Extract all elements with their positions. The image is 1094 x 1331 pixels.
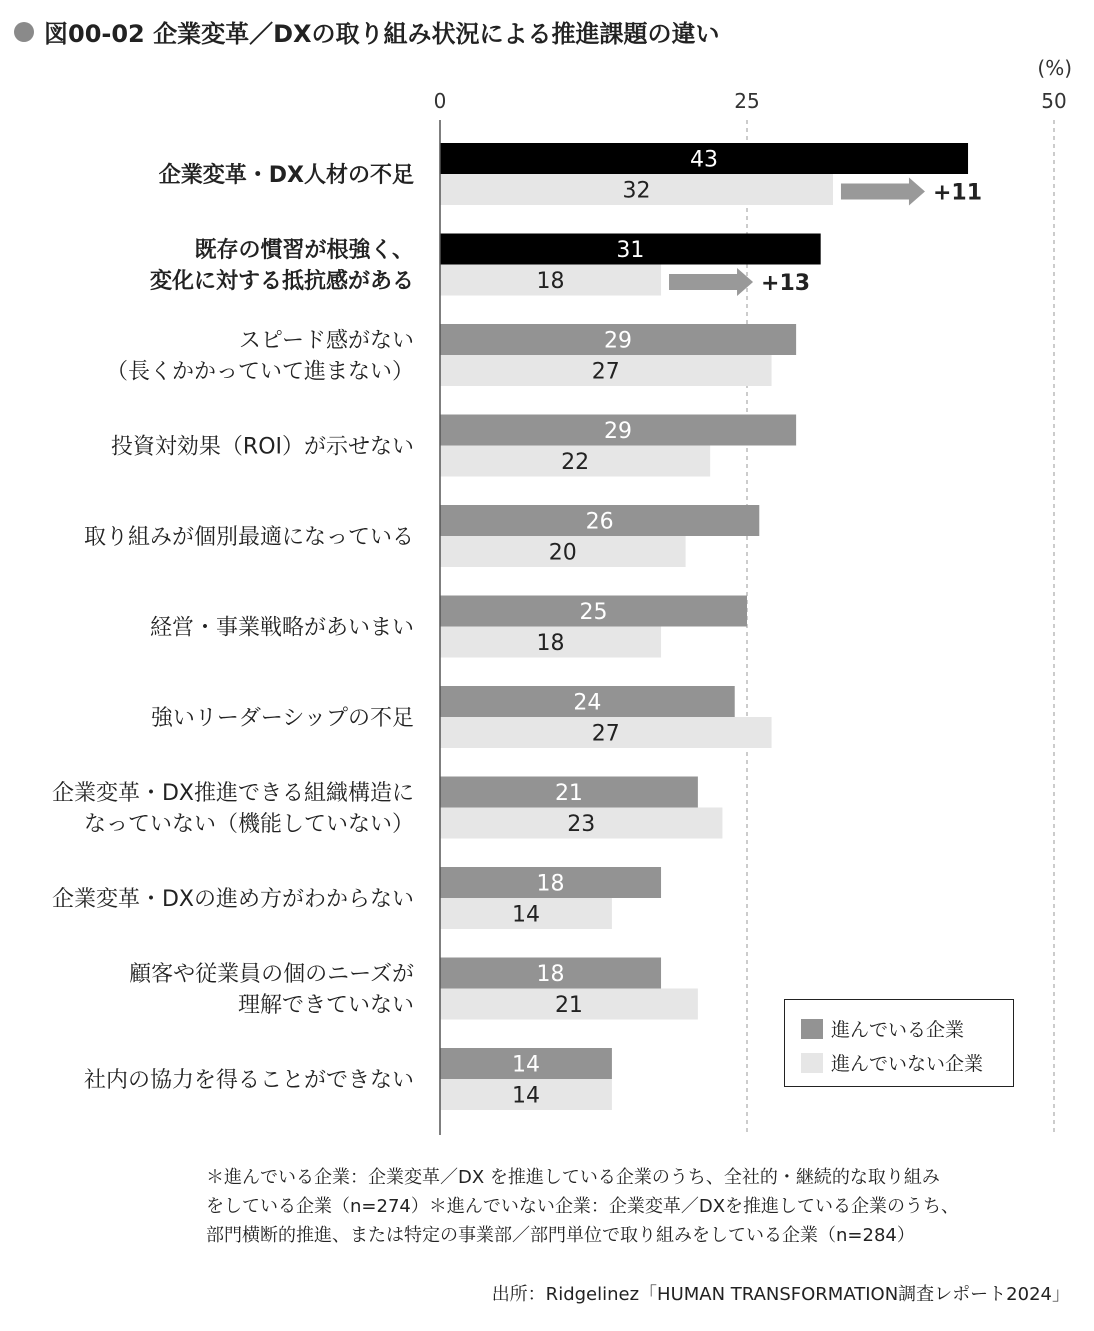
data-label-not-advanced: 14 bbox=[511, 1083, 540, 1109]
data-label-not-advanced: 27 bbox=[591, 359, 620, 385]
data-label-advanced: 31 bbox=[616, 238, 645, 263]
category-label: 理解できていない bbox=[237, 993, 414, 1018]
category-label: 強いリーダーシップの不足 bbox=[150, 706, 414, 731]
x-tick-label: 50 bbox=[1041, 89, 1067, 113]
category-label: 企業変革・DX人材の不足 bbox=[158, 163, 414, 188]
data-label-advanced: 21 bbox=[554, 781, 583, 806]
data-label-not-advanced: 32 bbox=[622, 178, 651, 204]
data-label-not-advanced: 20 bbox=[548, 540, 577, 566]
arrow-icon bbox=[669, 268, 753, 296]
data-label-advanced: 18 bbox=[536, 962, 565, 987]
data-label-advanced: 26 bbox=[585, 509, 614, 535]
category-label: スピード感がない bbox=[238, 328, 414, 354]
delta-label: +11 bbox=[932, 180, 983, 206]
data-label-not-advanced: 21 bbox=[554, 993, 583, 1018]
footnote-line: ＊進んでいる企業：企業変革／DX を推進している企業のうち、全社的・継続的な取り組み bbox=[206, 1167, 940, 1188]
data-label-not-advanced: 18 bbox=[536, 269, 565, 294]
x-tick-label: 0 bbox=[433, 89, 447, 113]
category-label: 企業変革・DXの進め方がわからない bbox=[51, 887, 414, 912]
footnote-line: をしている企業（n=274）＊進んでいない企業：企業変革／DXを推進している企業のうち、 bbox=[206, 1196, 960, 1217]
category-label: 社内の協力を得ることができない bbox=[83, 1068, 414, 1093]
category-label: 変化に対する抵抗感がある bbox=[149, 269, 414, 294]
arrow-icon bbox=[841, 178, 925, 206]
footnote bbox=[206, 1163, 1086, 1250]
category-label: 既存の慣習が根強く、 bbox=[194, 238, 414, 263]
category-label: 取り組みが個別最適になっている bbox=[83, 525, 414, 550]
legend-item-not-advanced bbox=[801, 1049, 983, 1076]
unit-label: (%) bbox=[1037, 56, 1072, 80]
data-label-not-advanced: 18 bbox=[536, 631, 565, 656]
data-label-advanced: 18 bbox=[536, 871, 565, 897]
category-label: 企業変革・DX推進できる組織構造に bbox=[51, 781, 414, 806]
data-label-not-advanced: 22 bbox=[561, 450, 590, 475]
legend-swatch-advanced bbox=[801, 1019, 823, 1039]
category-label: 顧客や従業員の個のニーズが bbox=[129, 962, 414, 987]
data-label-advanced: 29 bbox=[604, 328, 633, 354]
data-label-advanced: 43 bbox=[690, 147, 719, 173]
legend-item-advanced bbox=[801, 1015, 964, 1042]
footnote-line: 部門横断的推進、または特定の事業部／部門単位で取り組みをしている企業（n=284） bbox=[206, 1225, 915, 1246]
data-label-advanced: 14 bbox=[511, 1052, 540, 1078]
category-label: 経営・事業戦略があいまい bbox=[149, 615, 414, 641]
legend bbox=[784, 999, 1014, 1087]
data-label-advanced: 24 bbox=[573, 690, 602, 716]
data-label-not-advanced: 27 bbox=[591, 721, 620, 747]
data-label-advanced: 29 bbox=[604, 419, 633, 444]
legend-swatch-not-advanced bbox=[801, 1053, 823, 1073]
chart-title-text: 図00-02 企業変革／DXの取り組み状況による推進課題の違い bbox=[44, 20, 720, 48]
x-axis-ticks bbox=[434, 89, 1067, 113]
category-label: 投資対効果（ROI）が示せない bbox=[110, 434, 414, 460]
delta-label: +13 bbox=[761, 271, 811, 296]
category-labels bbox=[52, 162, 414, 1093]
category-label: （長くかかっていて進まない） bbox=[105, 359, 414, 385]
data-label-not-advanced: 23 bbox=[567, 812, 596, 837]
data-label-advanced: 25 bbox=[579, 600, 608, 625]
data-label-not-advanced: 14 bbox=[511, 902, 540, 928]
legend-label-advanced: 進んでいる企業 bbox=[831, 1019, 965, 1041]
x-tick-label: 25 bbox=[734, 89, 760, 113]
source-credit: 出所：Ridgelinez「HUMAN TRANSFORMATION調査レポート2024」 bbox=[491, 1284, 1070, 1305]
category-label: なっていない（機能していない） bbox=[83, 812, 414, 837]
legend-label-not-advanced: 進んでいない企業 bbox=[831, 1053, 984, 1075]
